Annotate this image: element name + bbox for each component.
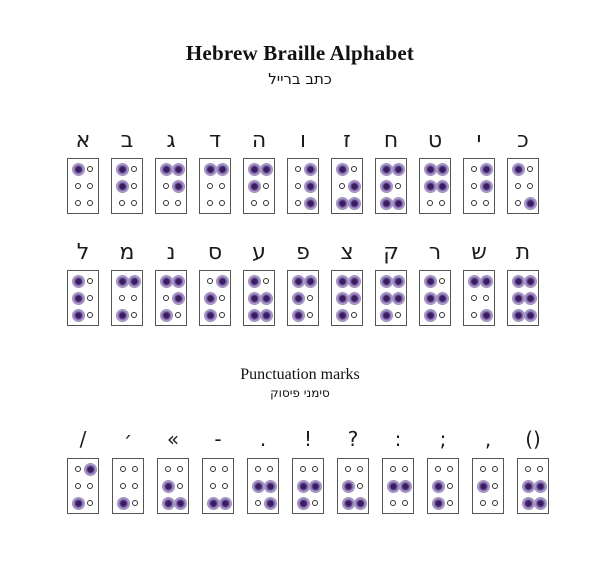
raised-dot	[172, 163, 185, 176]
punctuation-subtitle: סימני פיסוק	[270, 386, 330, 400]
flat-dot	[447, 483, 453, 489]
flat-dot	[163, 200, 169, 206]
raised-dot	[424, 275, 437, 288]
raised-dot	[354, 497, 367, 510]
raised-dot	[468, 275, 481, 288]
flat-dot	[263, 183, 269, 189]
raised-dot	[432, 497, 445, 510]
raised-dot	[160, 309, 173, 322]
raised-dot	[207, 497, 220, 510]
flat-dot	[163, 183, 169, 189]
flat-dot	[87, 312, 93, 318]
raised-dot	[436, 292, 449, 305]
flat-dot	[471, 312, 477, 318]
raised-dot	[336, 197, 349, 210]
raised-dot	[297, 480, 310, 493]
raised-dot	[432, 480, 445, 493]
flat-dot	[119, 295, 125, 301]
flat-dot	[263, 278, 269, 284]
raised-dot	[522, 480, 535, 493]
flat-dot	[120, 466, 126, 472]
flat-dot	[307, 312, 313, 318]
raised-dot	[348, 180, 361, 193]
letters-row-1	[0, 128, 600, 228]
flat-dot	[527, 183, 533, 189]
braille-cell	[427, 458, 459, 514]
flat-dot	[251, 200, 257, 206]
flat-dot	[163, 295, 169, 301]
raised-dot	[524, 292, 537, 305]
flat-dot	[492, 483, 498, 489]
flat-dot	[132, 500, 138, 506]
flat-dot	[390, 466, 396, 472]
raised-dot	[512, 275, 525, 288]
flat-dot	[395, 183, 401, 189]
flat-dot	[131, 200, 137, 206]
braille-char-label: ח	[383, 128, 399, 153]
braille-char-label: ל	[76, 240, 90, 265]
raised-dot	[424, 180, 437, 193]
raised-dot	[304, 197, 317, 210]
flat-dot	[131, 295, 137, 301]
raised-dot	[117, 497, 130, 510]
braille-cell	[472, 458, 504, 514]
flat-dot	[263, 200, 269, 206]
raised-dot	[174, 497, 187, 510]
raised-dot	[297, 497, 310, 510]
raised-dot	[264, 497, 277, 510]
raised-dot	[436, 180, 449, 193]
raised-dot	[480, 180, 493, 193]
raised-dot	[522, 497, 535, 510]
braille-char-label: ה	[251, 128, 267, 153]
raised-dot	[172, 292, 185, 305]
braille-cell	[67, 458, 99, 514]
braille-char-label: י	[476, 128, 482, 153]
raised-dot	[248, 275, 261, 288]
braille-char-label: /	[79, 427, 87, 451]
raised-dot	[424, 163, 437, 176]
raised-dot	[524, 275, 537, 288]
flat-dot	[87, 278, 93, 284]
raised-dot	[172, 180, 185, 193]
raised-dot	[336, 275, 349, 288]
flat-dot	[339, 183, 345, 189]
flat-dot	[447, 466, 453, 472]
flat-dot	[175, 312, 181, 318]
flat-dot	[75, 466, 81, 472]
braille-char-label: :	[394, 427, 402, 451]
flat-dot	[439, 312, 445, 318]
braille-cell	[247, 458, 279, 514]
raised-dot	[248, 180, 261, 193]
raised-dot	[116, 180, 129, 193]
flat-dot	[267, 466, 273, 472]
flat-dot	[471, 295, 477, 301]
flat-dot	[222, 483, 228, 489]
raised-dot	[252, 480, 265, 493]
flat-dot	[222, 466, 228, 472]
flat-dot	[210, 466, 216, 472]
raised-dot	[380, 292, 393, 305]
braille-cell	[111, 270, 143, 326]
raised-dot	[72, 309, 85, 322]
flat-dot	[165, 466, 171, 472]
raised-dot	[477, 480, 490, 493]
raised-dot	[524, 309, 537, 322]
flat-dot	[219, 200, 225, 206]
raised-dot	[160, 163, 173, 176]
raised-dot	[72, 497, 85, 510]
flat-dot	[515, 183, 521, 189]
braille-char-label: ד	[208, 128, 221, 153]
flat-dot	[307, 295, 313, 301]
flat-dot	[427, 200, 433, 206]
flat-dot	[131, 312, 137, 318]
flat-dot	[312, 500, 318, 506]
flat-dot	[492, 500, 498, 506]
braille-cell	[199, 158, 231, 214]
flat-dot	[75, 183, 81, 189]
braille-cell	[375, 158, 407, 214]
braille-cell	[292, 458, 324, 514]
raised-dot	[260, 292, 273, 305]
braille-char-label: צ	[340, 240, 354, 265]
braille-cell	[331, 158, 363, 214]
raised-dot	[342, 497, 355, 510]
braille-cell	[463, 270, 495, 326]
raised-dot	[160, 275, 173, 288]
raised-dot	[216, 163, 229, 176]
braille-cell	[287, 158, 319, 214]
raised-dot	[248, 163, 261, 176]
flat-dot	[119, 200, 125, 206]
raised-dot	[116, 163, 129, 176]
flat-dot	[351, 166, 357, 172]
flat-dot	[483, 295, 489, 301]
raised-dot	[512, 163, 525, 176]
braille-cell	[67, 270, 99, 326]
braille-char-label: ()	[525, 427, 541, 451]
raised-dot	[162, 480, 175, 493]
braille-char-label: ס	[207, 240, 223, 265]
raised-dot	[534, 480, 547, 493]
flat-dot	[402, 466, 408, 472]
flat-dot	[471, 166, 477, 172]
braille-cell	[517, 458, 549, 514]
raised-dot	[172, 275, 185, 288]
flat-dot	[87, 166, 93, 172]
raised-dot	[436, 163, 449, 176]
raised-dot	[72, 275, 85, 288]
braille-cell	[243, 270, 275, 326]
raised-dot	[264, 480, 277, 493]
flat-dot	[390, 500, 396, 506]
flat-dot	[515, 200, 521, 206]
braille-cell	[507, 270, 539, 326]
raised-dot	[162, 497, 175, 510]
braille-char-label: ר	[428, 240, 442, 265]
flat-dot	[295, 183, 301, 189]
flat-dot	[395, 312, 401, 318]
flat-dot	[471, 200, 477, 206]
raised-dot	[399, 480, 412, 493]
flat-dot	[480, 500, 486, 506]
braille-char-label: .	[259, 427, 267, 451]
flat-dot	[87, 500, 93, 506]
raised-dot	[336, 309, 349, 322]
flat-dot	[471, 183, 477, 189]
braille-char-label: ע	[252, 240, 266, 265]
braille-char-label: !	[303, 427, 313, 451]
raised-dot	[348, 292, 361, 305]
flat-dot	[492, 466, 498, 472]
punctuation-row	[0, 426, 600, 526]
braille-char-label: פ	[296, 240, 310, 265]
braille-char-label: ו	[300, 128, 306, 153]
flat-dot	[131, 183, 137, 189]
braille-char-label: א	[75, 128, 91, 153]
raised-dot	[387, 480, 400, 493]
braille-char-label: ,	[484, 427, 492, 451]
raised-dot	[480, 163, 493, 176]
braille-char-label: נ	[166, 240, 176, 265]
raised-dot	[534, 497, 547, 510]
flat-dot	[219, 183, 225, 189]
flat-dot	[351, 312, 357, 318]
braille-char-label: ז	[343, 128, 351, 153]
raised-dot	[480, 309, 493, 322]
flat-dot	[402, 500, 408, 506]
raised-dot	[480, 275, 493, 288]
raised-dot	[336, 163, 349, 176]
raised-dot	[524, 197, 537, 210]
raised-dot	[336, 292, 349, 305]
raised-dot	[512, 292, 525, 305]
flat-dot	[87, 200, 93, 206]
flat-dot	[131, 166, 137, 172]
letters-row-2	[0, 240, 600, 340]
flat-dot	[255, 500, 261, 506]
braille-cell	[331, 270, 363, 326]
flat-dot	[537, 466, 543, 472]
braille-cell	[155, 158, 187, 214]
flat-dot	[210, 483, 216, 489]
raised-dot	[204, 309, 217, 322]
raised-dot	[292, 292, 305, 305]
raised-dot	[248, 292, 261, 305]
flat-dot	[219, 312, 225, 318]
braille-cell	[199, 270, 231, 326]
braille-char-label: ׳	[123, 427, 133, 451]
raised-dot	[219, 497, 232, 510]
raised-dot	[72, 163, 85, 176]
braille-char-label: ש	[471, 240, 487, 265]
braille-char-label: ;	[439, 427, 447, 451]
flat-dot	[527, 166, 533, 172]
raised-dot	[380, 180, 393, 193]
braille-cell	[507, 158, 539, 214]
braille-char-label: כ	[517, 128, 529, 153]
flat-dot	[75, 200, 81, 206]
braille-char-label: ת	[515, 240, 531, 265]
braille-char-label: ק	[383, 240, 399, 265]
flat-dot	[207, 183, 213, 189]
flat-dot	[312, 466, 318, 472]
flat-dot	[132, 466, 138, 472]
braille-char-label: ב	[120, 128, 134, 153]
flat-dot	[177, 483, 183, 489]
page-title: Hebrew Braille Alphabet	[185, 41, 415, 65]
flat-dot	[357, 483, 363, 489]
raised-dot	[512, 309, 525, 322]
raised-dot	[304, 275, 317, 288]
raised-dot	[348, 275, 361, 288]
braille-char-label: «	[166, 427, 180, 451]
flat-dot	[483, 200, 489, 206]
braille-char-label: מ	[119, 240, 135, 265]
braille-cell	[463, 158, 495, 214]
raised-dot	[424, 292, 437, 305]
raised-dot	[342, 480, 355, 493]
flat-dot	[87, 295, 93, 301]
flat-dot	[357, 466, 363, 472]
braille-cell	[419, 270, 451, 326]
flat-dot	[207, 200, 213, 206]
flat-dot	[207, 278, 213, 284]
raised-dot	[216, 275, 229, 288]
braille-cell	[111, 158, 143, 214]
braille-cell	[382, 458, 414, 514]
braille-cell	[112, 458, 144, 514]
raised-dot	[348, 197, 361, 210]
braille-cell	[155, 270, 187, 326]
raised-dot	[292, 309, 305, 322]
raised-dot	[292, 275, 305, 288]
flat-dot	[255, 466, 261, 472]
flat-dot	[480, 466, 486, 472]
braille-cell	[375, 270, 407, 326]
braille-char-label: ג	[166, 128, 176, 153]
raised-dot	[116, 309, 129, 322]
flat-dot	[75, 483, 81, 489]
braille-cell	[337, 458, 369, 514]
braille-cell	[157, 458, 189, 514]
flat-dot	[295, 166, 301, 172]
raised-dot	[380, 163, 393, 176]
flat-dot	[87, 483, 93, 489]
flat-dot	[132, 483, 138, 489]
raised-dot	[380, 309, 393, 322]
raised-dot	[304, 180, 317, 193]
braille-char-label: ?	[347, 427, 359, 451]
raised-dot	[392, 163, 405, 176]
raised-dot	[84, 463, 97, 476]
flat-dot	[300, 466, 306, 472]
raised-dot	[392, 292, 405, 305]
flat-dot	[295, 200, 301, 206]
flat-dot	[439, 278, 445, 284]
flat-dot	[219, 295, 225, 301]
flat-dot	[345, 466, 351, 472]
raised-dot	[204, 292, 217, 305]
punctuation-title: Punctuation marks	[240, 366, 360, 383]
raised-dot	[392, 197, 405, 210]
braille-char-label: -	[214, 427, 222, 451]
braille-cell	[243, 158, 275, 214]
page-subtitle: כתב ברייל	[268, 70, 332, 88]
braille-char-label: ט	[427, 128, 443, 153]
flat-dot	[439, 200, 445, 206]
flat-dot	[175, 200, 181, 206]
raised-dot	[204, 163, 217, 176]
raised-dot	[260, 163, 273, 176]
flat-dot	[177, 466, 183, 472]
raised-dot	[128, 275, 141, 288]
raised-dot	[380, 197, 393, 210]
raised-dot	[304, 163, 317, 176]
braille-cell	[67, 158, 99, 214]
raised-dot	[424, 309, 437, 322]
braille-cell	[287, 270, 319, 326]
flat-dot	[447, 500, 453, 506]
raised-dot	[380, 275, 393, 288]
braille-cell	[419, 158, 451, 214]
raised-dot	[72, 292, 85, 305]
flat-dot	[87, 183, 93, 189]
flat-dot	[525, 466, 531, 472]
braille-cell	[202, 458, 234, 514]
raised-dot	[248, 309, 261, 322]
raised-dot	[116, 275, 129, 288]
raised-dot	[260, 309, 273, 322]
raised-dot	[309, 480, 322, 493]
flat-dot	[435, 466, 441, 472]
raised-dot	[392, 275, 405, 288]
flat-dot	[120, 483, 126, 489]
